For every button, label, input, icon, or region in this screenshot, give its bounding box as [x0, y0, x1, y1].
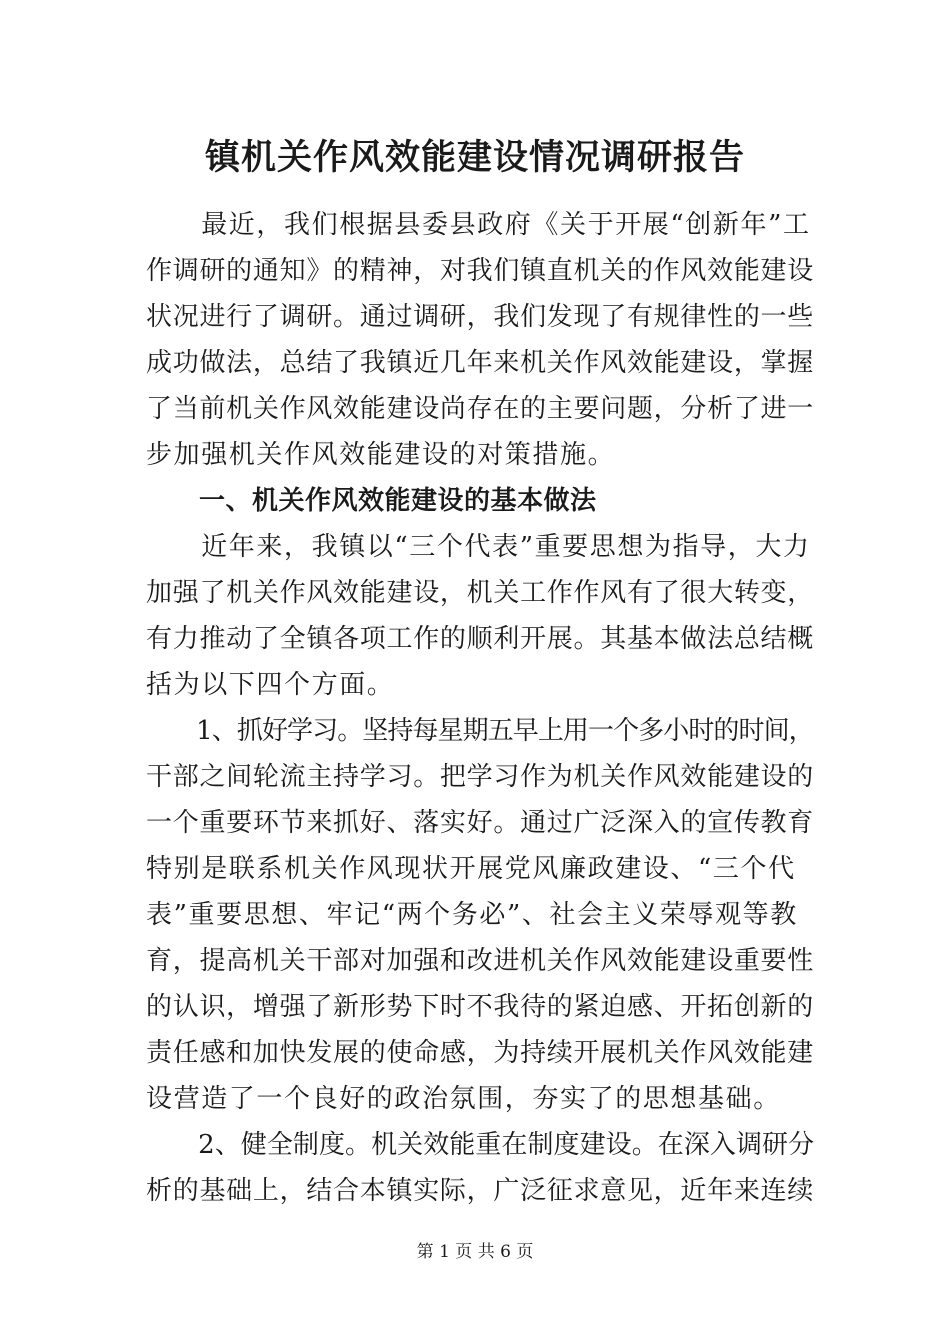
body-line: 表”重要思想、牢记“两个务必”、社会主义荣辱观等教: [146, 900, 798, 930]
body-line: 责任感和加快发展的使命感，为持续开展机关作风效能建: [146, 1038, 815, 1068]
body-line: 有力推动了全镇各项工作的顺利开展。其基本做法总结概: [146, 624, 815, 654]
body-line: 设营造了一个良好的政治氛围，夯实了的思想基础。: [146, 1084, 781, 1114]
body-line: 了当前机关作风效能建设尚存在的主要问题，分析了进一: [146, 394, 815, 424]
body-line: 步加强机关作风效能建设的对策措施。: [146, 440, 616, 470]
body-line: 加强了机关作风效能建设，机关工作作风有了很大转变，: [146, 578, 815, 608]
body-line: 一个重要环节来抓好、落实好。通过广泛深入的宣传教育: [146, 808, 815, 838]
body-line: 的认识，增强了新形势下时不我待的紧迫感、开拓创新的: [146, 992, 815, 1022]
body-line: 1、抓好学习。坚持每星期五早上用一个多小时的时间，: [146, 716, 814, 746]
document-body: [146, 202, 815, 1214]
page-footer: 第 1 页 共 6 页: [416, 1242, 534, 1262]
body-line: 状况进行了调研。通过调研，我们发现了有规律性的一些: [146, 302, 815, 332]
body-line: 析的基础上，结合本镇实际，广泛征求意见，近年来连续: [146, 1176, 815, 1206]
body-line: 育，提高机关干部对加强和改进机关作风效能建设重要性: [146, 946, 815, 976]
body-line: 干部之间轮流主持学习。把学习作为机关作风效能建设的: [146, 762, 815, 792]
body-line: 括为以下四个方面。: [146, 670, 395, 700]
document-title: 镇机关作风效能建设情况调研报告: [204, 137, 745, 178]
section-heading: 一、机关作风效能建设的基本做法: [146, 486, 597, 516]
body-line: 近年来，我镇以“三个代表”重要思想为指导，大力: [146, 532, 811, 562]
body-line: 成功做法，总结了我镇近几年来机关作风效能建设，掌握: [146, 348, 815, 378]
body-line: 特别是联系机关作风现状开展党风廉政建设、“三个代: [146, 854, 796, 884]
body-line: 作调研的通知》的精神，对我们镇直机关的作风效能建设: [146, 256, 815, 286]
body-line: 最近，我们根据县委县政府《关于开展“创新年”工: [146, 210, 811, 240]
body-line: 2、健全制度。机关效能重在制度建设。在深入调研分: [146, 1130, 815, 1160]
